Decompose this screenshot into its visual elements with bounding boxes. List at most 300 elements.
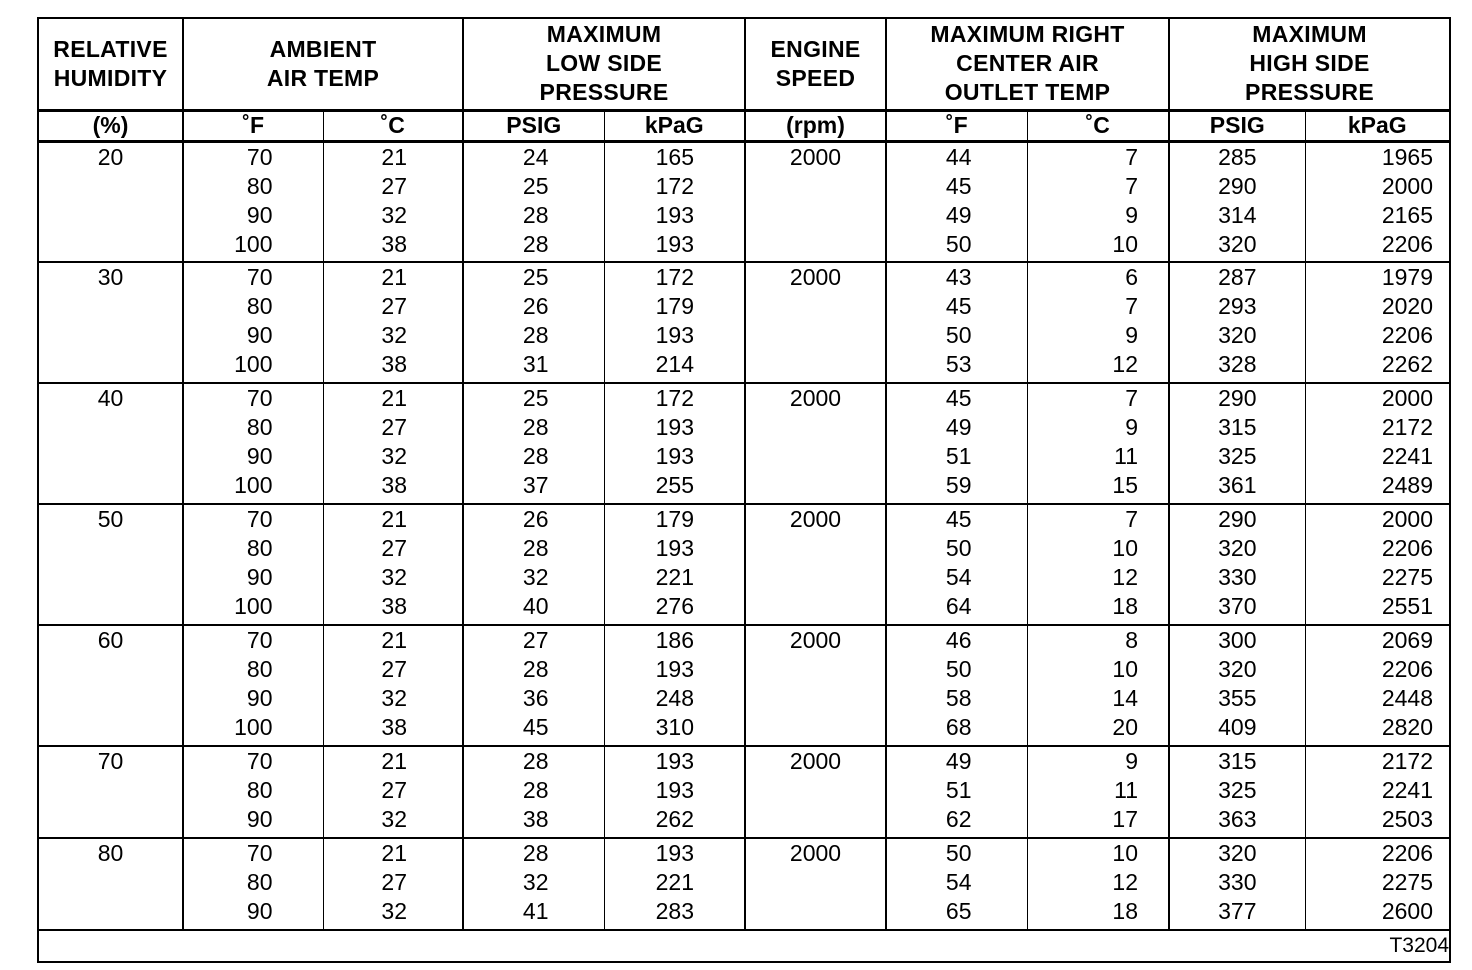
ambient-c-cell [323,383,463,504]
cell-value: 80 [97,840,124,866]
units-row [39,110,1449,141]
cell-value: 50 [97,506,124,532]
cell-value: 262 [655,806,695,832]
cell-value: 90 [246,201,273,228]
cell-value: 38 [522,806,549,832]
cell-value: 2241 [1381,777,1434,803]
cell-value: 2000 [1381,506,1434,532]
cell-value: 293 [1218,293,1257,319]
cell-value: 179 [655,293,695,319]
ambient-f-cell [183,383,323,504]
cell-value: 28 [522,777,549,803]
ambient-c-cell [323,262,463,383]
cell-value: 26 [522,506,549,532]
cell-value: 54 [945,564,972,590]
table-row-group [39,746,1449,838]
cell-value: 17 [1112,806,1139,832]
cell-value: 172 [655,172,695,199]
cell-value: 46 [945,627,972,653]
cell-value: 2206 [1381,840,1434,866]
cell-value: 65 [945,898,972,924]
engine-speed-cell [745,746,886,838]
header-line: LOW SIDE [545,50,663,77]
unit-psig: PSIG [463,110,604,141]
cell-value: 10 [1112,656,1139,682]
cell-value: 2172 [1381,414,1434,440]
cell-value: 193 [655,322,695,348]
low-kpag-cell [604,625,745,746]
cell-value: 100 [234,230,273,257]
cell-value: 40 [522,593,549,619]
cell-value: 287 [1218,264,1257,290]
cell-value: 38 [381,714,408,740]
cell-value: 2069 [1381,627,1434,653]
cell-value: 51 [945,777,972,803]
cell-value: 221 [655,564,695,590]
cell-value: 7 [1125,293,1139,319]
cell-value: 11 [1114,443,1139,469]
header-line: AIR TEMP [266,64,380,91]
cell-value: 80 [246,869,273,895]
cell-value: 18 [1112,593,1139,619]
cell-value: 290 [1218,385,1257,411]
cell-value: 70 [246,627,273,653]
cell-value: 80 [246,293,273,319]
cell-value: 70 [246,264,273,290]
table-row-group [39,838,1449,930]
cell-value: 285 [1218,143,1257,170]
header-row [39,19,1449,110]
ambient-f-cell [183,746,323,838]
cell-value: 90 [246,443,273,469]
cell-value: 9 [1125,414,1139,440]
cell-value: 32 [381,806,408,832]
low-psig-cell [463,383,604,504]
cell-value: 7 [1125,143,1139,170]
unit-kpag: kPaG [1305,110,1449,141]
cell-value: 45 [945,385,972,411]
cell-value: 2000 [789,264,842,290]
low-kpag-cell [604,141,745,262]
cell-value: 320 [1218,230,1257,257]
cell-value: 20 [1112,714,1139,740]
cell-value: 21 [381,264,408,290]
cell-value: 8 [1125,627,1139,653]
cell-value: 310 [655,714,695,740]
cell-value: 2206 [1381,322,1434,348]
cell-value: 28 [522,414,549,440]
cell-value: 18 [1112,898,1139,924]
cell-value: 193 [655,201,695,228]
table-row-group [39,625,1449,746]
cell-value: 21 [381,840,408,866]
cell-value: 90 [246,898,273,924]
cell-value: 50 [945,230,972,257]
header-engine-speed [745,19,886,110]
outlet-c-cell [1027,838,1169,930]
cell-value: 90 [246,685,273,711]
cell-value: 37 [522,472,549,498]
cell-value: 51 [945,443,972,469]
cell-value: 38 [381,593,408,619]
table-body [39,141,1449,930]
high-kpag-cell [1305,746,1449,838]
humidity-cell [39,383,183,504]
cell-value: 186 [655,627,695,653]
cell-value: 315 [1218,748,1257,774]
cell-value: 31 [522,351,549,377]
unit-rpm: (rpm) [745,110,886,141]
cell-value: 2241 [1381,443,1434,469]
header-line: HUMIDITY [53,64,168,91]
cell-value: 32 [381,443,408,469]
cell-value: 409 [1218,714,1257,740]
header-line: HIGH SIDE [1249,50,1370,77]
cell-value: 43 [945,264,972,290]
ambient-f-cell [183,262,323,383]
header-high-side-pressure [1169,19,1449,110]
header-outlet-temp [886,19,1169,110]
cell-value: 320 [1218,656,1257,682]
footer-row [39,930,1449,961]
unit-fahrenheit: ˚F [886,110,1027,141]
cell-value: 90 [246,806,273,832]
cell-value: 193 [655,414,695,440]
cell-value: 40 [97,385,124,411]
cell-value: 28 [522,840,549,866]
cell-value: 370 [1218,593,1257,619]
cell-value: 248 [655,685,695,711]
cell-value: 25 [522,385,549,411]
ambient-f-cell [183,838,323,930]
header-line: CENTER AIR [956,50,1099,77]
cell-value: 60 [97,627,124,653]
cell-value: 32 [381,564,408,590]
cell-value: 28 [522,535,549,561]
cell-value: 12 [1112,869,1139,895]
cell-value: 290 [1218,506,1257,532]
outlet-f-cell [886,383,1027,504]
cell-value: 2000 [789,143,842,170]
cell-value: 2448 [1381,685,1434,711]
header-line: PRESSURE [1245,79,1374,106]
unit-celsius: ˚C [1027,110,1169,141]
high-kpag-cell [1305,383,1449,504]
ambient-f-cell [183,141,323,262]
outlet-f-cell [886,838,1027,930]
outlet-f-cell [886,262,1027,383]
low-psig-cell [463,838,604,930]
low-kpag-cell [604,383,745,504]
engine-speed-cell [745,625,886,746]
cell-value: 12 [1112,564,1139,590]
high-kpag-cell [1305,262,1449,383]
engine-speed-cell [745,504,886,625]
cell-value: 12 [1112,351,1139,377]
cell-value: 21 [381,143,408,170]
cell-value: 38 [381,472,408,498]
high-psig-cell [1169,746,1305,838]
cell-value: 41 [522,898,549,924]
cell-value: 62 [945,806,972,832]
engine-speed-cell [745,262,886,383]
engine-speed-cell [745,141,886,262]
cell-value: 193 [655,748,695,774]
cell-value: 2020 [1381,293,1434,319]
cell-value: 68 [945,714,972,740]
cell-value: 27 [381,869,408,895]
cell-value: 172 [655,264,695,290]
ambient-c-cell [323,504,463,625]
cell-value: 100 [234,351,273,377]
cell-value: 58 [945,685,972,711]
engine-speed-cell [745,383,886,504]
high-psig-cell [1169,625,1305,746]
cell-value: 2000 [789,385,842,411]
outlet-f-cell [886,504,1027,625]
high-kpag-cell [1305,504,1449,625]
cell-value: 2206 [1381,535,1434,561]
cell-value: 7 [1125,506,1139,532]
cell-value: 9 [1125,322,1139,348]
cell-value: 2551 [1381,593,1434,619]
header-low-side-pressure [463,19,745,110]
header-line: AMBIENT [269,35,377,62]
outlet-c-cell [1027,746,1169,838]
cell-value: 80 [246,777,273,803]
unit-psig: PSIG [1169,110,1305,141]
cell-value: 2000 [1381,385,1434,411]
header-relative-humidity [39,19,183,110]
cell-value: 49 [945,201,972,228]
cell-value: 20 [97,143,124,170]
cell-value: 70 [246,506,273,532]
cell-value: 2165 [1381,201,1434,228]
cell-value: 28 [522,656,549,682]
header-line: ENGINE [770,35,861,62]
header-line: RELATIVE [53,35,168,62]
unit-celsius: ˚C [323,110,463,141]
ambient-c-cell [323,746,463,838]
cell-value: 21 [381,748,408,774]
cell-value: 27 [381,777,408,803]
cell-value: 44 [945,143,972,170]
cell-value: 28 [522,201,549,228]
cell-value: 27 [522,627,549,653]
cell-value: 283 [655,898,695,924]
cell-value: 45 [522,714,549,740]
cell-value: 314 [1218,201,1257,228]
cell-value: 24 [522,143,549,170]
cell-value: 2000 [789,506,842,532]
ambient-f-cell [183,625,323,746]
cell-value: 1965 [1381,143,1434,170]
cell-value: 2820 [1381,714,1434,740]
cell-value: 10 [1112,535,1139,561]
cell-value: 70 [97,748,124,774]
unit-kpag: kPaG [604,110,745,141]
spec-table-frame [37,17,1451,963]
cell-value: 2206 [1381,230,1434,257]
humidity-cell [39,141,183,262]
cell-value: 90 [246,322,273,348]
cell-value: 330 [1218,564,1257,590]
cell-value: 320 [1218,535,1257,561]
cell-value: 53 [945,351,972,377]
cell-value: 32 [381,898,408,924]
humidity-cell [39,504,183,625]
high-psig-cell [1169,504,1305,625]
cell-value: 50 [945,656,972,682]
table-row-group [39,262,1449,383]
cell-value: 2600 [1381,898,1434,924]
cell-value: 7 [1125,385,1139,411]
cell-value: 193 [655,535,695,561]
cell-value: 25 [522,172,549,199]
header-line: MAXIMUM [546,21,662,48]
cell-value: 9 [1125,748,1139,774]
cell-value: 179 [655,506,695,532]
unit-fahrenheit: ˚F [183,110,323,141]
cell-value: 38 [381,351,408,377]
cell-value: 28 [522,748,549,774]
cell-value: 193 [655,840,695,866]
cell-value: 27 [381,656,408,682]
ambient-c-cell [323,141,463,262]
low-psig-cell [463,504,604,625]
cell-value: 64 [945,593,972,619]
low-psig-cell [463,141,604,262]
cell-value: 2000 [789,627,842,653]
header-ambient-air-temp [183,19,463,110]
cell-value: 325 [1218,777,1257,803]
cell-value: 320 [1218,322,1257,348]
cell-value: 30 [97,264,124,290]
low-kpag-cell [604,838,745,930]
cell-value: 27 [381,414,408,440]
cell-value: 300 [1218,627,1257,653]
cell-value: 50 [945,322,972,348]
outlet-c-cell [1027,383,1169,504]
table-row-group [39,141,1449,262]
outlet-f-cell [886,141,1027,262]
cell-value: 2206 [1381,656,1434,682]
cell-value: 27 [381,293,408,319]
cell-value: 70 [246,840,273,866]
cell-value: 70 [246,143,273,170]
high-psig-cell [1169,262,1305,383]
cell-value: 45 [945,293,972,319]
cell-value: 290 [1218,172,1257,199]
cell-value: 28 [522,230,549,257]
table-row-group [39,504,1449,625]
cell-value: 100 [234,593,273,619]
cell-value: 32 [381,322,408,348]
cell-value: 100 [234,472,273,498]
cell-value: 11 [1114,777,1139,803]
ambient-c-cell [323,625,463,746]
header-line: MAXIMUM [1252,21,1367,48]
cell-value: 2275 [1381,869,1434,895]
cell-value: 2503 [1381,806,1434,832]
cell-value: 25 [522,264,549,290]
cell-value: 320 [1218,840,1257,866]
high-kpag-cell [1305,838,1449,930]
cell-value: 172 [655,385,695,411]
cell-value: 90 [246,564,273,590]
cell-value: 1979 [1381,264,1434,290]
cell-value: 50 [945,840,972,866]
cell-value: 28 [522,322,549,348]
cell-value: 328 [1218,351,1257,377]
cell-value: 330 [1218,869,1257,895]
cell-value: 193 [655,443,695,469]
humidity-cell [39,625,183,746]
humidity-cell [39,746,183,838]
ambient-c-cell [323,838,463,930]
outlet-c-cell [1027,262,1169,383]
cell-value: 21 [381,627,408,653]
cell-value: 221 [655,869,695,895]
cell-value: 80 [246,535,273,561]
high-psig-cell [1169,838,1305,930]
ambient-f-cell [183,504,323,625]
cell-value: 14 [1112,685,1139,711]
cell-value: 255 [655,472,695,498]
header-line: PRESSURE [539,79,669,106]
outlet-c-cell [1027,504,1169,625]
cell-value: 10 [1112,840,1139,866]
header-line: MAXIMUM RIGHT [930,21,1125,48]
cell-value: 193 [655,230,695,257]
low-kpag-cell [604,262,745,383]
cell-value: 21 [381,506,408,532]
low-kpag-cell [604,504,745,625]
cell-value: 6 [1125,264,1139,290]
cell-value: 32 [381,201,408,228]
low-psig-cell [463,625,604,746]
cell-value: 214 [655,351,695,377]
cell-value: 36 [522,685,549,711]
cell-value: 50 [945,535,972,561]
cell-value: 80 [246,656,273,682]
header-line: OUTLET TEMP [944,79,1111,106]
figure-code: T3204 [1389,934,1450,957]
cell-value: 15 [1112,472,1139,498]
low-psig-cell [463,746,604,838]
cell-value: 49 [945,414,972,440]
cell-value: 70 [246,385,273,411]
cell-value: 193 [655,777,695,803]
low-psig-cell [463,262,604,383]
high-kpag-cell [1305,141,1449,262]
outlet-f-cell [886,625,1027,746]
high-psig-cell [1169,383,1305,504]
cell-value: 7 [1125,172,1139,199]
cell-value: 315 [1218,414,1257,440]
cell-value: 45 [945,172,972,199]
cell-value: 276 [655,593,695,619]
cell-value: 2000 [789,840,842,866]
cell-value: 70 [246,748,273,774]
cell-value: 2262 [1381,351,1434,377]
cell-value: 27 [381,172,408,199]
table-row-group [39,383,1449,504]
cell-value: 2489 [1381,472,1434,498]
cell-value: 45 [945,506,972,532]
cell-value: 80 [246,172,273,199]
cell-value: 9 [1125,201,1139,228]
